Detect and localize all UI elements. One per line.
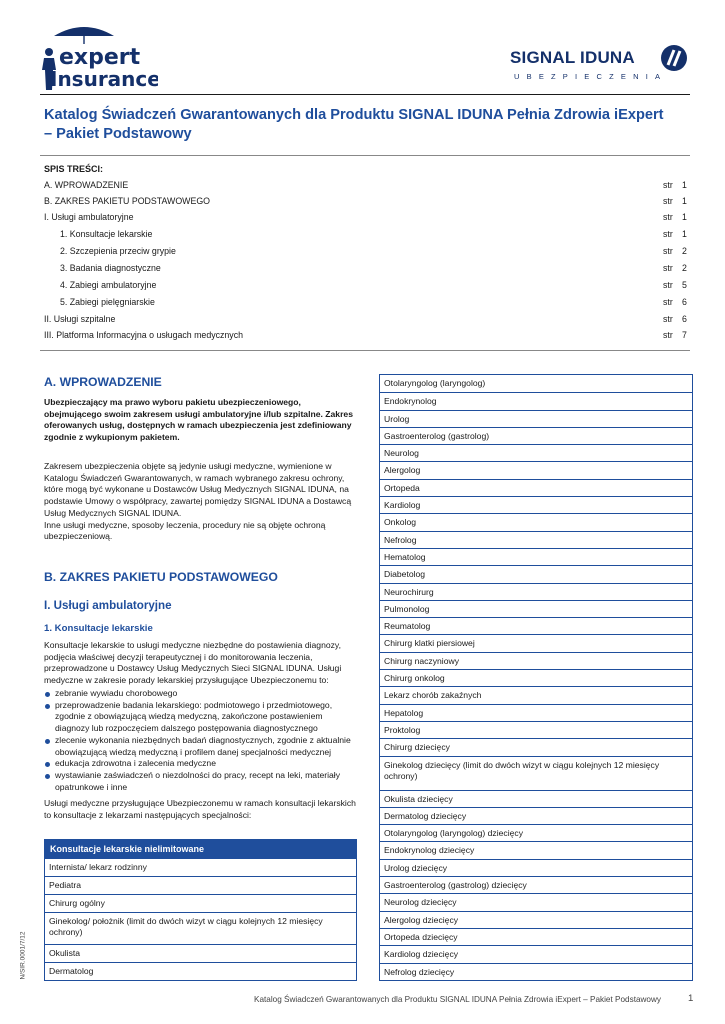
- toc-item[interactable]: [44, 212, 690, 224]
- table-row: Endokrynolog: [380, 392, 692, 409]
- toc-item[interactable]: [44, 229, 690, 241]
- table-row: Otolaryngolog (laryngolog): [384, 378, 486, 388]
- toc-str: str: [663, 280, 673, 290]
- list-item: [44, 770, 359, 793]
- toc-item[interactable]: [44, 263, 690, 275]
- toc-page: 7: [682, 330, 687, 340]
- table-row: Gastroenterolog (gastrolog) dziecięcy: [380, 876, 692, 893]
- section-a-body-1: Zakresem ubezpieczenia objęte są jedynie usługi medyczne, wymienione w Katalogu Świadczeń Gwarantowanych, w ramach wybranego zakresu ochrony, które mogą być wykonane u Dostawców Usług Medycznych SIGNAL IDUNA, na podstawie Umowy o współpracy, zawartej pomiędzy SIGNAL IDUNA a Dostawcą Usług Medycznych SIGNAL IDUNA.: [44, 461, 352, 518]
- toc-page: 1: [682, 196, 687, 206]
- toc-page: 1: [682, 180, 687, 190]
- toc-item-label: 2. Szczepienia przeciw grypie: [60, 246, 176, 256]
- list-item: [44, 700, 359, 735]
- signal-iduna-mark-icon: [660, 44, 688, 72]
- table-row: Otolaryngolog (laryngolog) dziecięcy: [380, 824, 692, 841]
- consultation-services-list: [44, 688, 359, 793]
- toc-page: 6: [682, 297, 687, 307]
- toc-str: str: [663, 180, 673, 190]
- table-row: Diabetolog: [380, 565, 692, 582]
- table-header: Konsultacje lekarskie nielimitowane: [45, 840, 356, 858]
- toc-item-label: 4. Zabiegi ambulatoryjne: [60, 280, 157, 290]
- specialist-consultations-table: [379, 374, 693, 981]
- toc-item-label: 1. Konsultacje lekarskie: [60, 229, 153, 239]
- toc-str: str: [663, 263, 673, 273]
- subsection-ambulatory-heading: I. Usługi ambulatoryjne: [44, 599, 172, 612]
- toc-bottom-rule: [40, 350, 690, 351]
- header-divider: [40, 94, 690, 95]
- expert-insurance-logo: [40, 20, 158, 92]
- table-row: Ginekolog/ położnik (limit do dwóch wizyt w ciągu kolejnych 12 miesięcy ochrony): [45, 912, 356, 944]
- toc-str: str: [663, 314, 673, 324]
- table-row: Alergolog: [380, 461, 692, 478]
- document-title: Katalog Świadczeń Gwarantowanych dla Produktu SIGNAL IDUNA Pełnia Zdrowia iExpert – Pakiet Podstawowy: [44, 107, 664, 142]
- toc-page: 1: [682, 212, 687, 222]
- signal-iduna-subtitle: UBEZPIECZENIA: [514, 72, 668, 81]
- table-row: Okulista: [45, 944, 356, 962]
- table-row: Proktolog: [380, 721, 692, 738]
- toc-str: str: [663, 330, 673, 340]
- table-row: Pulmonolog: [380, 600, 692, 617]
- list-item-text: wystawianie zaświadczeń o niezdolności do pracy, recept na leki, materiały opatrunkowe i inne: [55, 769, 341, 792]
- section-a-heading: A. WPROWADZENIE: [44, 375, 162, 389]
- table-row: Hematolog: [380, 548, 692, 565]
- toc-item-label: I. Usługi ambulatoryjne: [44, 212, 134, 222]
- list-item-text: zebranie wywiadu chorobowego: [55, 688, 178, 698]
- toc-str: str: [663, 297, 673, 307]
- list-item-text: przeprowadzenie badania lekarskiego: podmiotowego i przedmiotowego, zgodnie z obowiązującą wiedzą medyczną, zakończone postawieniem diagnozy lub rozpoczęciem dalszego postępowania diagnostycznego: [55, 699, 333, 734]
- unlimited-consultations-table: [44, 839, 357, 981]
- table-row: Urolog: [380, 410, 692, 427]
- toc-item-label: 3. Badania diagnostyczne: [60, 263, 161, 273]
- toc-str: str: [663, 196, 673, 206]
- toc-top-rule: [40, 155, 690, 156]
- section-a-body-2: Inne usługi medyczne, sposoby leczenia, procedury nie są objęte ochroną ubezpieczeniową.: [44, 519, 326, 542]
- section-a-intro: Ubezpieczający ma prawo wyboru pakietu ubezpieczeniowego, obejmującego swoim zakresem usługi ambulatoryjne i/lub szpitalne. Zakres oferowanych usług, dostępnych w ramach ubezpieczenia jest zdefiniowany zgodnie z wykupionym pakietem.: [44, 397, 353, 443]
- footer-title: Katalog Świadczeń Gwarantowanych dla Produktu SIGNAL IDUNA Pełnia Zdrowia iExpert – Pakiet Podstawowy: [254, 995, 661, 1004]
- table-row: Dermatolog dziecięcy: [380, 807, 692, 824]
- document-code-text: N/SIR.0001/7/12: [19, 931, 27, 980]
- bullet-icon: [45, 704, 50, 709]
- table-row: Alergolog dziecięcy: [380, 911, 692, 928]
- toc-page: 6: [682, 314, 687, 324]
- table-row: Pediatra: [45, 876, 356, 894]
- toc-item-label: 5. Zabiegi pielęgniarskie: [60, 297, 155, 307]
- subsection-consultations-heading: 1. Konsultacje lekarskie: [44, 623, 153, 634]
- toc-item[interactable]: [44, 180, 690, 192]
- toc-item[interactable]: [44, 330, 690, 342]
- table-row: Chirurg naczyniowy: [380, 652, 692, 669]
- table-row: Kardiolog dziecięcy: [380, 945, 692, 962]
- table-row: Chirurg ogólny: [45, 894, 356, 912]
- toc-page: 1: [682, 229, 687, 239]
- list-item: [44, 688, 359, 700]
- table-row: Chirurg klatki piersiowej: [380, 634, 692, 651]
- table-row: Urolog dziecięcy: [380, 859, 692, 876]
- logo-word-insurance: Insurance: [50, 67, 158, 91]
- section-b-heading: B. ZAKRES PAKIETU PODSTAWOWEGO: [44, 570, 278, 584]
- toc-item-label: III. Platforma Informacyjna o usługach medycznych: [44, 330, 243, 340]
- toc-item[interactable]: [44, 246, 690, 258]
- table-row: Neurolog: [380, 444, 692, 461]
- table-row: Reumatolog: [380, 617, 692, 634]
- toc-item[interactable]: [44, 314, 690, 326]
- toc-item-label: A. WPROWADZENIE: [44, 180, 129, 190]
- toc-str: str: [663, 246, 673, 256]
- document-code: [19, 922, 37, 992]
- toc-str: str: [663, 229, 673, 239]
- consultations-specialties-intro: Usługi medyczne przysługujące Ubezpieczonemu w ramach konsultacji lekarskich to konsultacje z lekarzami następujących specjalności:: [44, 798, 356, 820]
- toc-item[interactable]: [44, 280, 690, 292]
- section-a-body: [44, 461, 359, 543]
- table-row: Nefrolog: [380, 531, 692, 548]
- list-item-text: edukacja zdrowotna i zalecenia medyczne: [55, 758, 216, 769]
- signal-iduna-name: SIGNAL IDUNA: [510, 48, 635, 67]
- table-row: Gastroenterolog (gastrolog): [380, 427, 692, 444]
- toc-item[interactable]: [44, 297, 690, 309]
- table-row: Okulista dziecięcy: [380, 790, 692, 807]
- list-item: [44, 735, 359, 758]
- list-item-text: zlecenie wykonania niezbędnych badań diagnostycznych, zgodnie z aktualnie obowiązującą wiedzą medyczną i profilem danej specjalności medycznej: [55, 734, 351, 757]
- table-row: Chirurg onkolog: [380, 669, 692, 686]
- table-row: Neurochirurg: [380, 583, 692, 600]
- table-row: Hepatolog: [380, 704, 692, 721]
- table-row: Lekarz chorób zakaźnych: [380, 686, 692, 703]
- toc-str: str: [663, 212, 673, 222]
- signal-iduna-logo: [510, 42, 690, 86]
- table-row: Onkolog: [380, 513, 692, 530]
- toc-page: 5: [682, 280, 687, 290]
- toc-page: 2: [682, 246, 687, 256]
- page-number: 1: [688, 993, 694, 1004]
- bullet-icon: [45, 774, 50, 779]
- toc-page: 2: [682, 263, 687, 273]
- table-row: Endokrynolog dziecięcy: [380, 841, 692, 858]
- bullet-icon: [45, 739, 50, 744]
- table-row: Ginekolog dziecięcy (limit do dwóch wizyt w ciągu kolejnych 12 miesięcy ochrony): [380, 756, 692, 790]
- table-row: Neurolog dziecięcy: [380, 893, 692, 910]
- table-row: Kardiolog: [380, 496, 692, 513]
- table-row: Internista/ lekarz rodzinny: [45, 858, 356, 876]
- list-item: [44, 758, 359, 770]
- consultations-body: Konsultacje lekarskie to usługi medyczne niezbędne do postawienia diagnozy, podjęcia właściwej decyzji terapeutycznej i do monitorowania leczenia, przeprowadzone u Dostawcy Usług Medycznych Sieci SIGNAL IDUNA. Usługi medyczne w zakresie porady lekarskiej przysługujące Ubezpieczonemu to:: [44, 640, 342, 686]
- table-row: Chirurg dziecięcy: [380, 738, 692, 755]
- table-row: Dermatolog: [45, 962, 356, 980]
- table-row: Nefrolog dziecięcy: [380, 963, 692, 980]
- toc-item[interactable]: [44, 196, 690, 208]
- toc-item-label: B. ZAKRES PAKIETU PODSTAWOWEGO: [44, 196, 211, 206]
- logo-word-expert: expert: [59, 45, 141, 70]
- toc-heading: SPIS TREŚCI:: [44, 164, 104, 174]
- toc-item-label: II. Usługi szpitalne: [44, 314, 116, 324]
- bullet-icon: [45, 692, 50, 697]
- table-row: Ortopeda: [380, 479, 692, 496]
- bullet-icon: [45, 762, 50, 767]
- table-row: Ortopeda dziecięcy: [380, 928, 692, 945]
